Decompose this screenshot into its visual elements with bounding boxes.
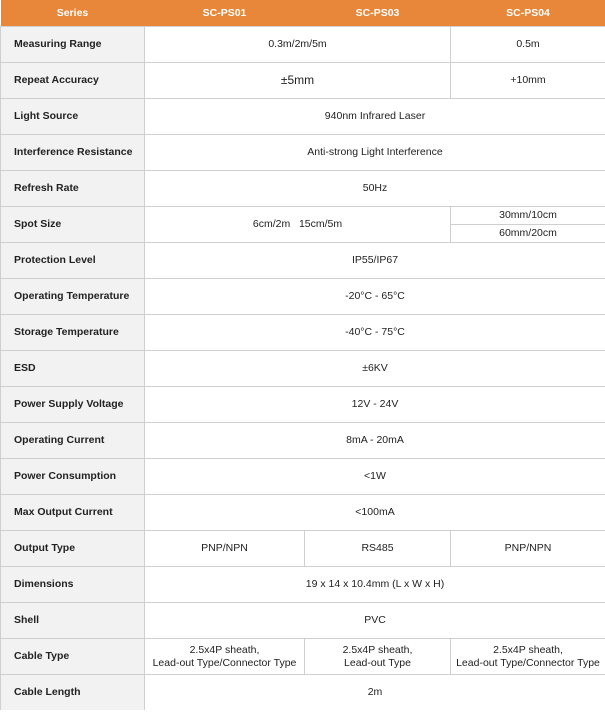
label-power-consumption: Power Consumption xyxy=(1,459,145,495)
value-max-output-current: <100mA xyxy=(145,495,605,531)
label-measuring-range: Measuring Range xyxy=(1,27,145,63)
value-power-consumption: <1W xyxy=(145,459,605,495)
value-protection-level: IP55/IP67 xyxy=(145,243,605,279)
row-cable-length xyxy=(1,675,605,711)
value-measuring-range-ps01-ps03: 0.3m/2m/5m xyxy=(145,27,451,63)
header-sc-ps04: SC-PS04 xyxy=(451,0,605,27)
label-operating-temperature: Operating Temperature xyxy=(1,279,145,315)
row-protection-level xyxy=(1,243,605,279)
cable-type-ps04-line-1: 2.5x4P sheath, xyxy=(493,643,563,656)
value-operating-temperature: -20°C - 65°C xyxy=(145,279,605,315)
row-output-type xyxy=(1,531,605,567)
value-cable-length: 2m xyxy=(145,675,605,711)
value-esd: ±6KV xyxy=(145,351,605,387)
value-shell: PVC xyxy=(145,603,605,639)
label-storage-temperature: Storage Temperature xyxy=(1,315,145,351)
row-shell xyxy=(1,603,605,639)
label-repeat-accuracy: Repeat Accuracy xyxy=(1,63,145,99)
cable-type-ps04-line-2: Lead-out Type/Connector Type xyxy=(456,656,600,669)
value-spot-size-ps01-ps03: 6cm/2m 15cm/5m xyxy=(145,207,451,243)
cable-type-ps01-line-2: Lead-out Type/Connector Type xyxy=(152,656,297,669)
row-measuring-range xyxy=(1,27,605,63)
label-shell: Shell xyxy=(1,603,145,639)
label-esd: ESD xyxy=(1,351,145,387)
label-interference-resistance: Interference Resistance xyxy=(1,135,145,171)
value-cable-type-ps01 xyxy=(145,639,305,675)
header-sc-ps01: SC-PS01 xyxy=(145,0,305,27)
value-output-type-ps01: PNP/NPN xyxy=(145,531,305,567)
label-operating-current: Operating Current xyxy=(1,423,145,459)
value-dimensions: 19 x 14 x 10.4mm (L x W x H) xyxy=(145,567,605,603)
row-light-source xyxy=(1,99,605,135)
label-refresh-rate: Refresh Rate xyxy=(1,171,145,207)
label-protection-level: Protection Level xyxy=(1,243,145,279)
row-esd xyxy=(1,351,605,387)
cable-type-ps01-line-1: 2.5x4P sheath, xyxy=(189,643,260,656)
value-storage-temperature: -40°C - 75°C xyxy=(145,315,605,351)
value-spot-size-ps04-a: 30mm/10cm xyxy=(451,207,605,225)
row-power-consumption xyxy=(1,459,605,495)
label-cable-length: Cable Length xyxy=(1,675,145,711)
label-output-type: Output Type xyxy=(1,531,145,567)
value-operating-current: 8mA - 20mA xyxy=(145,423,605,459)
value-refresh-rate: 50Hz xyxy=(145,171,605,207)
value-measuring-range-ps04: 0.5m xyxy=(451,27,605,63)
row-operating-temperature xyxy=(1,279,605,315)
value-power-supply-voltage: 12V - 24V xyxy=(145,387,605,423)
value-cable-type-ps04 xyxy=(451,639,605,675)
row-max-output-current xyxy=(1,495,605,531)
value-repeat-accuracy-ps04: +10mm xyxy=(451,63,605,99)
row-dimensions xyxy=(1,567,605,603)
header-series: Series xyxy=(1,0,145,27)
label-spot-size: Spot Size xyxy=(1,207,145,243)
label-dimensions: Dimensions xyxy=(1,567,145,603)
value-spot-size-ps04-b: 60mm/20cm xyxy=(451,225,605,243)
label-light-source: Light Source xyxy=(1,99,145,135)
row-cable-type xyxy=(1,639,605,675)
row-interference-resistance xyxy=(1,135,605,171)
cable-type-ps03-line-2: Lead-out Type xyxy=(344,656,411,669)
row-repeat-accuracy xyxy=(1,63,605,99)
value-output-type-ps03: RS485 xyxy=(305,531,451,567)
cable-type-ps03-line-1: 2.5x4P sheath, xyxy=(342,643,413,656)
value-repeat-accuracy-ps01-ps03: ±5mm xyxy=(145,63,451,99)
value-output-type-ps04: PNP/NPN xyxy=(451,531,605,567)
row-spot-size xyxy=(1,207,605,225)
header-sc-ps03: SC-PS03 xyxy=(305,0,451,27)
value-cable-type-ps03 xyxy=(305,639,451,675)
header-row xyxy=(1,0,605,27)
label-max-output-current: Max Output Current xyxy=(1,495,145,531)
value-light-source: 940nm Infrared Laser xyxy=(145,99,605,135)
row-storage-temperature xyxy=(1,315,605,351)
label-cable-type: Cable Type xyxy=(1,639,145,675)
label-power-supply-voltage: Power Supply Voltage xyxy=(1,387,145,423)
value-interference-resistance: Anti-strong Light Interference xyxy=(145,135,605,171)
row-power-supply-voltage xyxy=(1,387,605,423)
row-operating-current xyxy=(1,423,605,459)
row-refresh-rate xyxy=(1,171,605,207)
